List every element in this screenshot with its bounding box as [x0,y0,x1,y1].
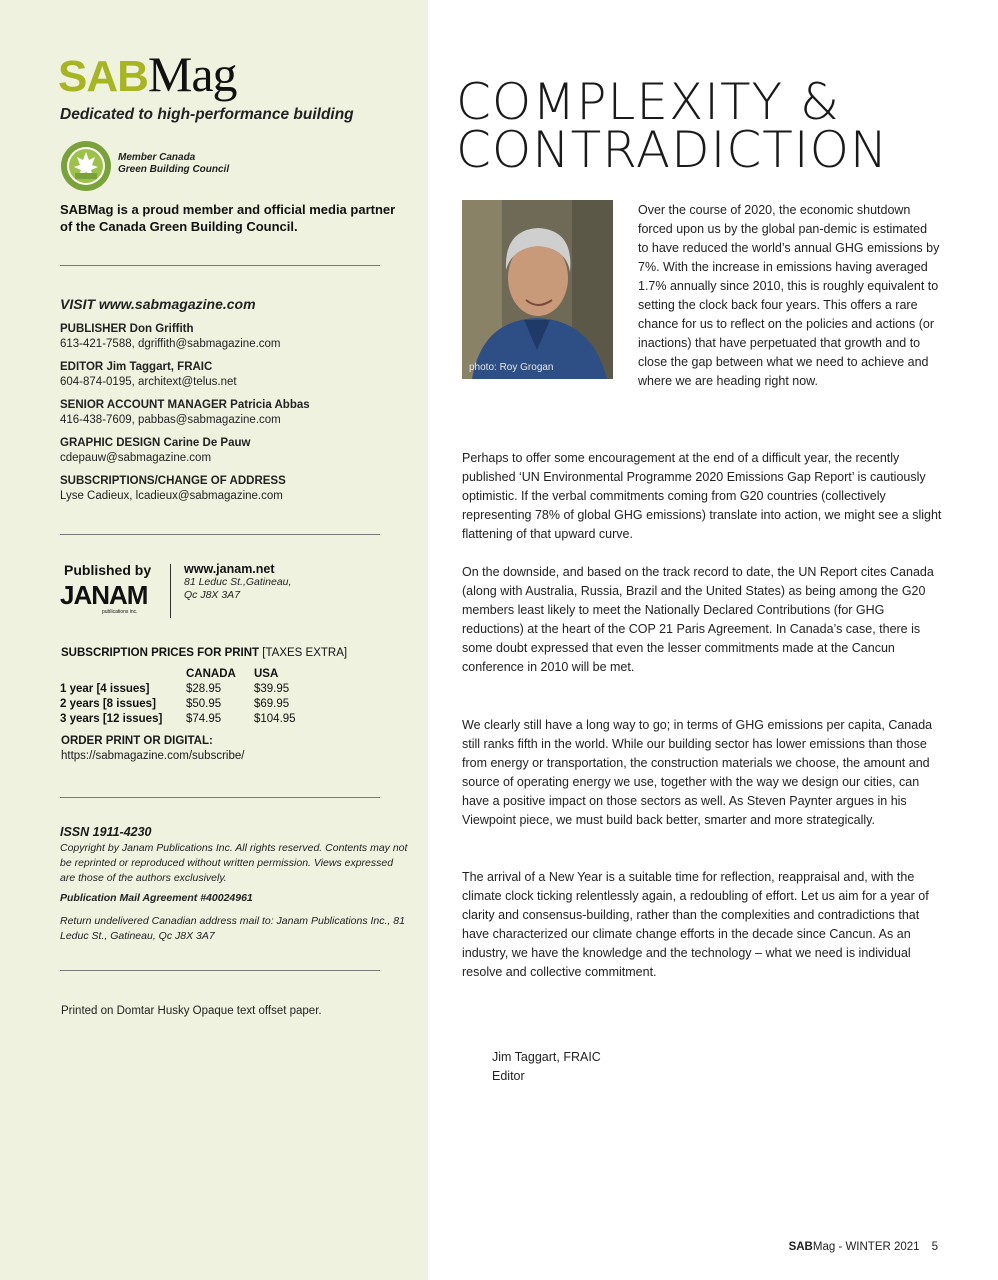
staff-name: Don Griffith [129,323,194,335]
staff-role: GRAPHIC DESIGN [60,437,161,449]
masthead-sidebar [0,0,428,1280]
article-paragraph: On the downside, and based on the track record to date, the UN Report cites Canada (along with Australia, Russia, Brazil and the United States) as being among the G20 members least likely to meet the Nationally Declared Contributions (for GHG reductions) at the heart of the COP 21 Paris Agreement. In Canada’s case, there is some doubt expressed that even the lesser commitments made at the Cancun conference in 2010 will be met. [462,565,934,674]
partner-note: SABMag is a proud member and official media partner of the Canada Green Building Council. [60,202,396,234]
subscription-heading [61,647,347,659]
logo-mag: Mag [147,46,237,102]
footer-issue: Mag - WINTER 2021 [812,1241,920,1253]
divider-vertical [170,564,171,618]
signature-title: Editor [492,1069,525,1083]
canada-price-cell: $74.95 [186,712,222,725]
page-footer [789,1241,938,1253]
staff-name: Jim Taggart, FRAIC [106,361,213,373]
staff-contact: cdepauw@sabmagazine.com [60,452,212,464]
mail-agreement: Publication Mail Agreement #40024961 [60,892,253,904]
member-line-2: Green Building Council [118,164,230,175]
cagbc-badge-icon [60,140,112,192]
paper-note: Printed on Domtar Husky Opaque text offset paper. [61,1005,322,1017]
janam-logo-sub: publications inc. [102,609,138,615]
usa-price-cell: $69.95 [254,697,290,710]
term-cell: 2 years [8 issues] [60,697,156,710]
staff-role: SENIOR ACCOUNT MANAGER [60,399,227,411]
member-badge-text [118,152,229,176]
staff-publisher [60,322,400,352]
usa-price-cell: $39.95 [254,682,290,695]
staff-role: SUBSCRIPTIONS/CHANGE OF ADDRESS [60,475,286,487]
table-row [60,681,296,696]
staff-contact: 604-874-0195, architext@telus.net [60,376,237,388]
staff-name: Carine De Pauw [163,437,251,449]
title-line-2: CONTRADICTION [456,121,889,179]
publisher-address [184,563,291,602]
signature-name: Jim Taggart, FRAIC [492,1050,601,1064]
janam-logo-text: JANAM [60,580,148,610]
article-title [456,73,976,179]
publisher-addr-line1: 81 Leduc St.,Gatineau, [184,576,292,588]
staff-role: PUBLISHER [60,323,127,335]
janam-logo [60,578,160,616]
visit-link[interactable]: VISIT www.sabmagazine.com [60,296,256,312]
footer-brand: SAB [788,1241,813,1253]
editor-portrait-photo [462,200,613,379]
tagline: Dedicated to high-performance building [60,106,354,123]
staff-name: Patricia Abbas [230,399,310,411]
divider [60,797,380,798]
publisher-addr-line2: Qc J8X 3A7 [184,589,241,601]
logo-sab: SAB [58,52,148,101]
canada-price-cell: $28.95 [186,682,222,695]
staff-contact: 613-421-7588, dgriffith@sabmagazine.com [60,338,281,350]
article-paragraph: The arrival of a New Year is a suitable time for reflection, reappraisal and, with the climate clock ticking relentlessly again, a redoubling of effort. Let us aim for a year of clarity and consensus-building, rather than the complexities and contradictions that have characterized our climate change efforts in the decade since Cancun. As an industry, we have the knowledge and the technology – what we need is individual resolve and collective commitment. [462,870,929,979]
member-line-1: Member Canada [118,152,196,163]
page-number: 5 [931,1241,938,1253]
canada-price-cell: $50.95 [186,697,222,710]
subscription-price-table [60,666,296,726]
term-cell: 3 years [12 issues] [60,712,163,725]
subscription-heading-note: [TAXES EXTRA] [262,647,348,659]
table-header-row [60,666,296,681]
order-heading: ORDER PRINT OR DIGITAL: [61,735,213,747]
sabmag-logo [58,46,237,102]
article-paragraph: Perhaps to offer some encouragement at the end of a difficult year, the recently published ‘UN Environmental Programme 2020 Emissions Gap Report’ is cautiously optimistic. If the verbal commitments coming from G20 countries (collectively representing 78% of global GHG emissions) translate into action, we might see a slight flattening of that upward curve. [462,451,942,541]
staff-contact: 416-438-7609, pabbas@sabmagazine.com [60,414,281,426]
table-row [60,696,296,711]
staff-graphic-design [60,436,400,466]
usa-price-cell: $104.95 [254,712,296,725]
photo-credit: photo: Roy Grogan [469,362,554,373]
term-cell: 1 year [4 issues] [60,682,150,695]
article-paragraph: We clearly still have a long way to go; in terms of GHG emissions per capita, Canada still ranks fifth in the world. While our building sector has lower emissions than those from energy or transportation, the construction materials we choose, the amount and source of operating energy we use, together with the way we design our cities, can have a positive impact on those sectors as well. As Steven Paynter argues in his Viewpoint piece, we must build back better, smarter and more strategically. [462,718,933,827]
staff-role: EDITOR [60,361,104,373]
return-address: Return undelivered Canadian address mail to: Janam Publications Inc., 81 Leduc St., Gatineau, Qc J8X 3A7 [60,915,405,942]
column-header-canada: CANADA [186,667,236,680]
article-lede: Over the course of 2020, the economic shutdown forced upon us by the global pan-demic is estimated to have reduced the world’s annual GHG emissions by 7%. With the increase in emissions having averaged 1.7% annually since 2010, this is roughly equivalent to setting the clock back four years. This offers a rare chance for us to reflect on the policies and actions (or inactions) that have perpetuated that growth and to close the gap between what we need to achieve and where we are heading right now. [638,203,940,388]
staff-subscriptions [60,474,400,504]
divider [60,970,380,971]
signature [492,1048,601,1086]
copyright-notice: Copyright by Janam Publications Inc. All rights reserved. Contents may not be reprinted or reproduced without written permission. Views expressed are those of the authors exclusively. [60,842,408,884]
column-header-usa: USA [254,667,279,680]
subscribe-link[interactable]: https://sabmagazine.com/subscribe/ [61,750,245,762]
divider [60,534,380,535]
staff-editor [60,360,400,390]
subscription-heading-text: SUBSCRIPTION PRICES FOR PRINT [61,647,260,659]
publisher-url[interactable]: www.janam.net [184,562,275,576]
issn: ISSN 1911-4230 [60,825,152,839]
staff-account-manager [60,398,400,428]
divider [60,265,380,266]
staff-contact: Lyse Cadieux, lcadieux@sabmagazine.com [60,490,283,502]
published-by-label: Published by [64,562,152,578]
table-row [60,711,296,726]
title-line-1: COMPLEXITY & [456,73,840,131]
